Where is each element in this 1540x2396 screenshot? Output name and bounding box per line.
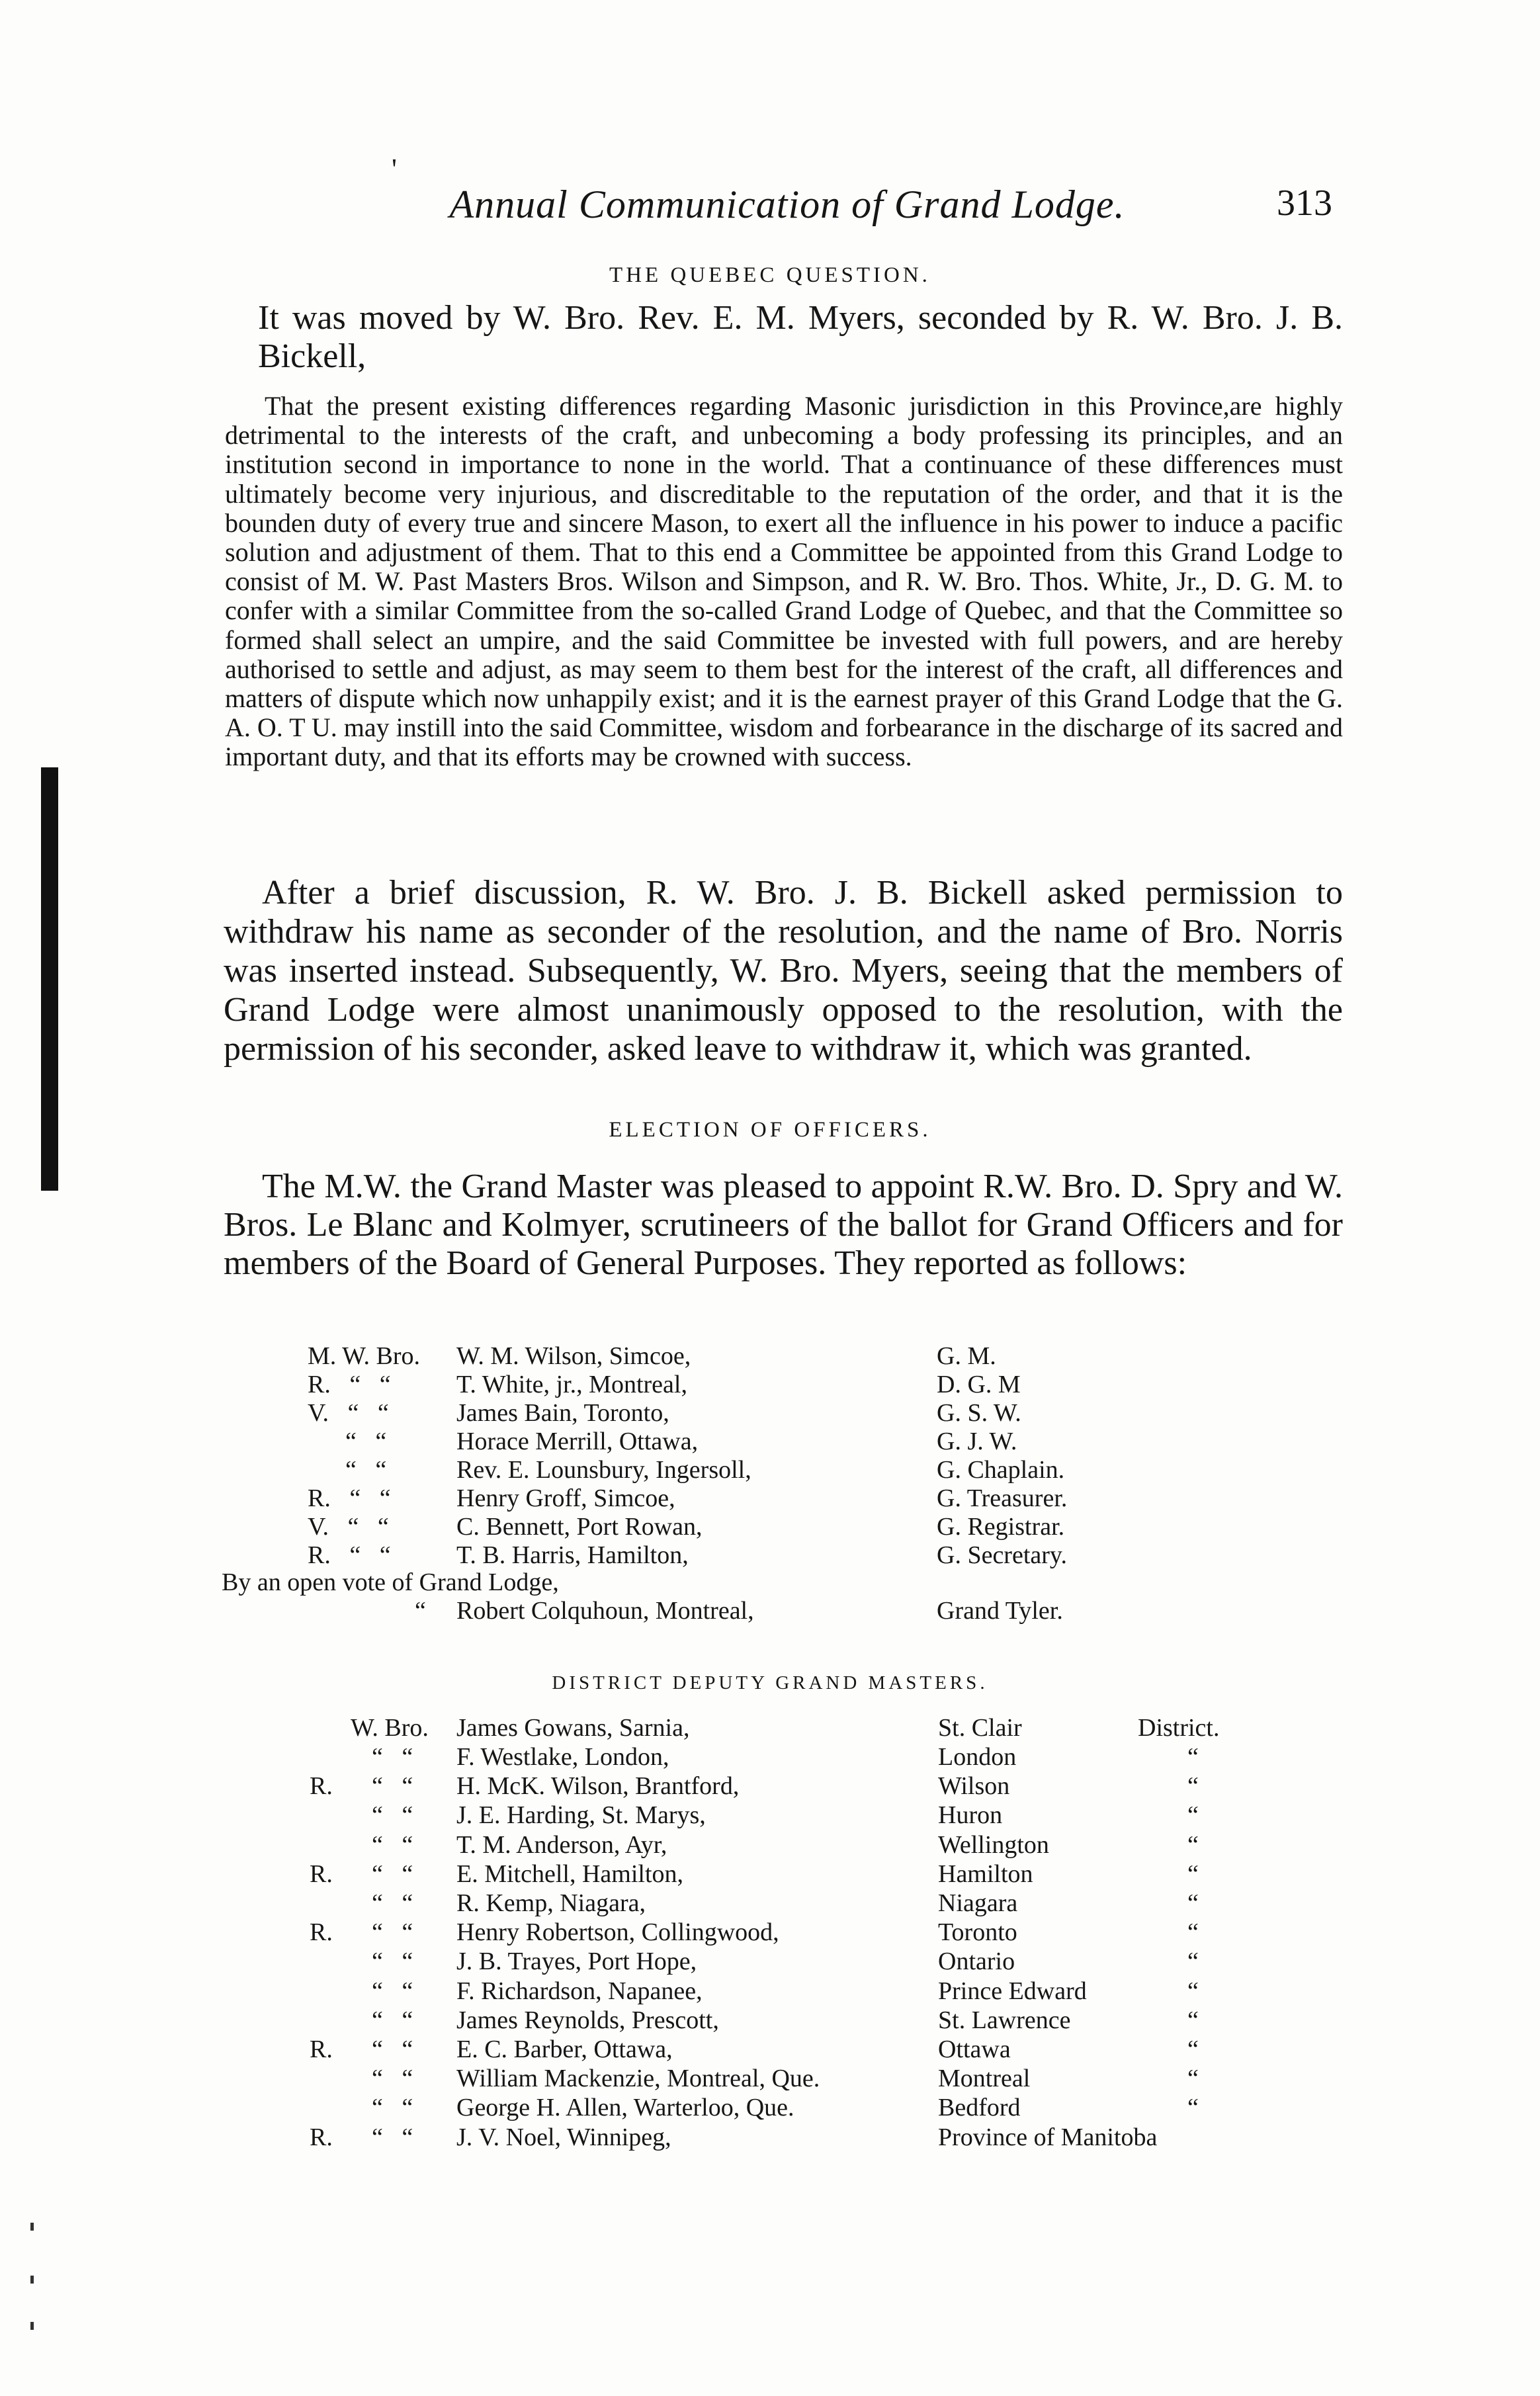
officer-name: Rev. E. Lounsbury, Ingersoll, [456,1456,751,1484]
district-deputy-name: E. Mitchell, Hamilton, [456,1860,684,1888]
officer-prefix: R. “ “ [308,1484,391,1512]
district-deputy-name: E. C. Barber, Ottawa, [456,2035,673,2063]
district-ditto-marks: “ “ [372,2006,413,2034]
district-deputy-name: R. Kemp, Niagara, [456,1889,646,1917]
running-header: Annual Communication of Grand Lodge. [449,183,1125,226]
district-ditto-marks: “ “ [372,1918,413,1947]
district-ditto-marks: “ “ [372,1743,413,1771]
officer-prefix: R. “ “ [308,1371,391,1398]
scan-dot [30,2322,34,2330]
district-name: Ontario [938,1947,1015,1976]
officer-name: Horace Merrill, Ottawa, [456,1428,699,1455]
district-ditto: “ [1187,1772,1199,1801]
officer-prefix: M. W. Bro. [308,1342,420,1370]
district-rank: R. [310,1772,333,1801]
officer-office: G. Secretary. [937,1541,1067,1569]
district-ditto-marks: “ “ [372,2065,413,2093]
tyler-prefix: “ [415,1597,426,1625]
district-first-district: St. Clair [938,1714,1022,1742]
district-name: Montreal [938,2065,1031,2093]
district-deputy-name: J. B. Trayes, Port Hope, [456,1947,697,1976]
district-deputy-name: Henry Robertson, Collingwood, [456,1918,779,1947]
district-ditto: “ [1187,2035,1199,2063]
motion-paragraph: It was moved by W. Bro. Rev. E. M. Myers, seconded by R. W. Bro. J. B. Bickell, [258,299,1343,375]
district-deputy-name: James Reynolds, Prescott, [456,2006,719,2034]
section-heading-election: ELECTION OF OFFICERS. [609,1118,931,1142]
discussion-paragraph: After a brief discussion, R. W. Bro. J. B. Bickell asked permission to withdraw his name as seconder of the resolution, and the name of Bro. Norris was inserted instead. Subsequently, W. Bro. Myers, seeing that the members of Grand Lodge were almost unanimously opposed to the resolution, with the permission of his seconder, asked leave to withdraw it, which was granted. [224,874,1343,1068]
district-ditto-marks: “ “ [372,2094,413,2122]
officer-name: Henry Groff, Simcoe, [456,1484,675,1512]
officer-prefix: V. “ “ [308,1399,389,1427]
district-first-prefix: W. Bro. [351,1714,429,1742]
district-ditto-marks: “ “ [372,2123,413,2151]
officer-office: D. G. M [937,1371,1021,1398]
district-name: Niagara [938,1889,1018,1917]
officer-office: G. Registrar. [937,1513,1065,1541]
district-first-name: James Gowans, Sarnia, [456,1714,690,1742]
district-deputy-name: J. V. Noel, Winnipeg, [456,2123,671,2151]
district-ditto-marks: “ “ [372,1772,413,1801]
district-rank: R. [310,1860,333,1888]
officer-name: W. M. Wilson, Simcoe, [456,1342,691,1370]
officer-office: G. J. W. [937,1428,1017,1455]
tyler-office: Grand Tyler. [937,1597,1063,1625]
district-ditto: “ [1187,1889,1199,1917]
officer-prefix: “ “ [308,1428,387,1455]
open-vote-line: By an open vote of Grand Lodge, [222,1568,559,1596]
district-name: Huron [938,1801,1003,1830]
district-name: Province of Manitoba [938,2123,1158,2151]
district-ditto-marks: “ “ [372,1947,413,1976]
district-column-label: District. [1138,1714,1220,1742]
officer-name: C. Bennett, Port Rowan, [456,1513,703,1541]
district-ditto: “ [1187,2094,1199,2122]
tyler-name: Robert Colquhoun, Montreal, [456,1597,754,1625]
district-deputy-name: H. McK. Wilson, Brantford, [456,1772,740,1801]
officer-prefix: “ “ [308,1456,387,1484]
district-ditto-marks: “ “ [372,1977,413,2005]
district-ditto: “ [1187,1918,1199,1947]
district-name: Prince Edward [938,1977,1087,2005]
officer-prefix: V. “ “ [308,1513,389,1541]
district-name: Toronto [938,1918,1017,1947]
district-ditto: “ [1187,1947,1199,1976]
district-deputy-name: George H. Allen, Warterloo, Que. [456,2094,794,2122]
district-rank: R. [310,1918,333,1947]
district-ditto-marks: “ “ [372,1860,413,1888]
officer-office: G. M. [937,1342,996,1370]
district-rank: R. [310,2123,333,2151]
section-heading-district: DISTRICT DEPUTY GRAND MASTERS. [552,1672,988,1693]
page-number: 313 [1277,183,1332,224]
officer-name: T. B. Harris, Hamilton, [456,1541,689,1569]
officer-prefix: R. “ “ [308,1541,391,1569]
district-deputy-name: J. E. Harding, St. Marys, [456,1801,706,1830]
scan-dot [30,2276,34,2284]
district-deputy-name: T. M. Anderson, Ayr, [456,1830,667,1859]
district-ditto: “ [1187,1743,1199,1771]
district-ditto-marks: “ “ [372,1889,413,1917]
district-ditto: “ [1187,1830,1199,1859]
district-name: Wilson [938,1772,1010,1801]
district-ditto-marks: “ “ [372,1801,413,1830]
district-deputy-name: William Mackenzie, Montreal, Que. [456,2065,820,2093]
stray-mark: ' [392,153,397,185]
district-name: London [938,1743,1017,1771]
district-deputy-name: F. Westlake, London, [456,1743,669,1771]
district-ditto: “ [1187,1977,1199,2005]
district-ditto: “ [1187,1801,1199,1830]
district-name: St. Lawrence [938,2006,1071,2034]
district-name: Hamilton [938,1860,1033,1888]
district-name: Bedford [938,2094,1021,2122]
district-ditto-marks: “ “ [372,1830,413,1859]
section-heading-quebec: THE QUEBEC QUESTION. [609,263,931,287]
officer-office: G. Chaplain. [937,1456,1065,1484]
district-ditto-marks: “ “ [372,2035,413,2063]
district-ditto: “ [1187,2006,1199,2034]
district-rank: R. [310,2035,333,2063]
officer-name: T. White, jr., Montreal, [456,1371,687,1398]
officer-name: James Bain, Toronto, [456,1399,669,1427]
district-ditto: “ [1187,1860,1199,1888]
officer-office: G. S. W. [937,1399,1021,1427]
scan-dot [30,2223,34,2231]
election-intro-paragraph: The M.W. the Grand Master was pleased to appoint R.W. Bro. D. Spry and W. Bros. Le Blanc and Kolmyer, scrutineers of the ballot for Grand Officers and for members of the Board of General Purposes. They reported as follows: [224,1168,1343,1282]
district-name: Ottawa [938,2035,1011,2063]
district-deputy-name: F. Richardson, Napanee, [456,1977,703,2005]
district-name: Wellington [938,1830,1049,1859]
resolution-paragraph: That the present existing differences regarding Masonic jurisdiction in this Province,are highly detrimental to the interests of the craft, and unbecoming a body professing its principles, and an institution second in importance to none in the world. That a continuance of these differences must ultimately become very injurious, and discreditable to the reputation of the order, and that it is the bounden duty of every true and sincere Mason, to exert all the influence in his power to induce a pacific solution and adjustment of them. That to this end a Committee be appointed from this Grand Lodge to consist of M. W. Past Masters Bros. Wilson and Simpson, and R. W. Bro. Thos. White, Jr., D. G. M. to confer with a similar Committee from the so-called Grand Lodge of Quebec, and that the Committee so formed shall select an umpire, and the said Committee be invested with full powers, and are hereby authorised to settle and adjust, as may seem to them best for the interest of the craft, all differences and matters of dispute which now unhappily exist; and it is the earnest prayer of this Grand Lodge that the G. A. O. T U. may instill into the said Committee, wisdom and forbearance in the discharge of its sacred and important duty, and that its efforts may be crowned with success. [225,391,1343,772]
officer-office: G. Treasurer. [937,1484,1068,1512]
district-ditto: “ [1187,2065,1199,2093]
